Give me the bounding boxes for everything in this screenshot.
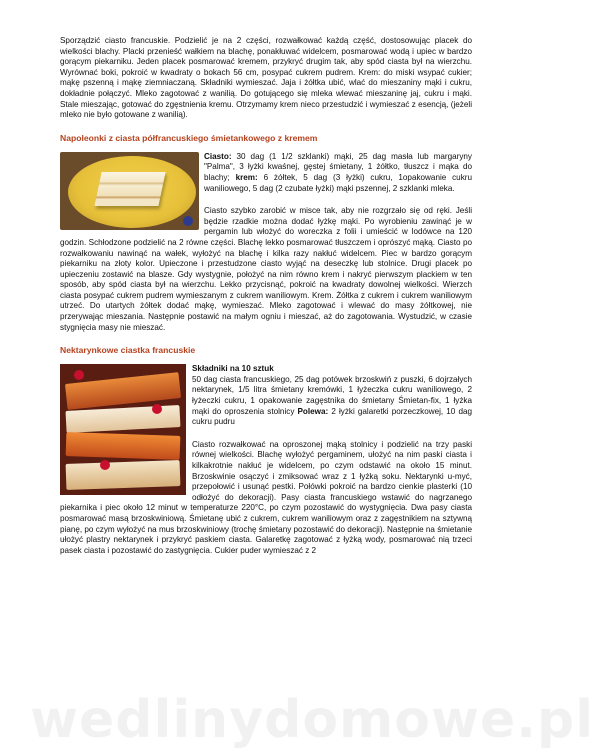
- recipe2-ingredients-text: 50 dag ciasta francuskiego, 25 dag potówek brzoskwiń z puszki, 6 dojrzałych nektarynek, 1/5 litra śmietany kremówki, 1 łyżeczka cukru waniliowego, 2 łyżeczki cukru, 1 opakowanie zagęstnika do śmietany Śmietan-fix, 1 łyżka mąki do oproszenia stolnicy: [192, 374, 472, 416]
- recipe2-method: Ciasto rozwałkować na oproszonej mąką stolnicy i podzielić na trzy paski równej wielkości. Blachę wyłożyć pergaminem, ułożyć na nim paski ciasta i kilkakrotnie nakłuć je widelcem, po czym odstawić na około 15 minut. Brzoskwinie osączyć i zmiksować wraz z 1 łyżką soku. Nektarynki u-myć, przepołowić i usunąć pestki. Połówki pokroić na bardzo cienkie plasterki (10 odłożyć do dekoracji). Pasy ciasta francuskiego wstawić do nagrzanego piekarnika i piec około 12 minut w temperaturze 220°C, po czym pozostawić do wystygnięcia. Dwa pasy ciasta posmarować masą brzoskwiniową. Śmietanę ubić z cukrem, cukrem waniliowym oraz z zagęstnikiem na sztywną pianę, po czym wyłożyć na mus brzoskwiniowy (trochę śmietany pozostawić do dekoracji). Następnie na śmietanie ułożyć plastry nektarynek i przykryć paskiem ciasta. Galaretkę zagotować z łyżką wody, posmarować nią trzeci pasek ciasta i pozostawić do zastygnięcia. Cukier puder wymieszać z 2: [60, 439, 472, 555]
- nectarine-pastry-photo: [60, 364, 186, 495]
- recipe1-section: [60, 152, 472, 334]
- intro-paragraph: Sporządzić ciasto francuskie. Podzielić je na 2 części, rozwałkować każdą część, dostosowując placek do wielkości blachy. Placki przenieść wałkiem na blachę, ponakłuwać widelcem, posmarować wodą i upiec w bardzo gorącym piekarniku. Jeden placek posmarować kremem, przykryć drugim tak, aby spód ciasta był na wierzchu. Wyrównać boki, pokroić w kwadraty o bokach 56 cm, posypać cukrem pudrem. Krem: do miski wsypać cukier; mąkę pszenną i mąkę ziemniaczaną. Składniki wymieszać. Jaja i żółtka ubić, wlać do mieszaniny mąki i cukru, dokładnie połączyć. Mleko zagotować z wanilią. Do gotującego się mleka wlewać mieszaninę jaj, cukru i mąki. Stale mieszając, gotować do zgęstnienia kremu. Otrzymamy krem nieco przestudzić i wymieszać z esencją, (jeżeli mleko nie było gotowane z wanilią).: [60, 36, 472, 120]
- polewa-text: 2 łyżki galaretki porzeczkowej, 10 dag cukru pudru: [192, 406, 472, 427]
- spoon-handle-icon: [183, 216, 193, 226]
- ciasto-text: 30 dag (1 1/2 szklanki) mąki, 25 dag masła lub margaryny "Palma", 3 łyżki kwaśnej, gęstej śmietany, 1 żółtko, tłuszcz i mąka do blachy;: [204, 151, 472, 182]
- krem-label: krem:: [235, 172, 258, 182]
- recipe2-section: [60, 364, 472, 556]
- krem-text: 6 żółtek, 5 dag (3 łyżki) cukru, 1opakowanie cukru waniliowego, 5 dag (2 czubate łyżki) mąki pszennej, 2 szklanki mleka.: [204, 172, 472, 193]
- ciasto-label: Ciasto:: [204, 151, 232, 161]
- napoleonki-photo: [60, 152, 199, 230]
- document-page: [60, 36, 472, 556]
- site-watermark: wedlinydomowe.pl: [30, 690, 594, 750]
- recipe2-ingredients-heading: Składniki na 10 sztuk: [192, 364, 274, 374]
- recipe2-title: Nektarynkowe ciastka francuskie: [60, 345, 196, 356]
- polewa-label: Polewa:: [297, 406, 329, 416]
- recipe1-title: Napoleonki z ciasta półfrancuskiego śmietankowego z kremem: [60, 132, 318, 143]
- recipe1-method: Ciasto szybko zarobić w misce tak, aby nie rozgrzało się od ręki. Jeśli będzie rzadkie można dodać łyżkę mąki. Po wyrobieniu zawinąć je w pergamin lub włożyć do woreczka z folii i umieścić w lodówce na 120 godzin. Schłodzone podzielić na 2 równe części. Blachę lekko posmarować tłuszczem i oprószyć mąką. Ciasto po rozwałkowaniu nawinąć na wałek, wyłożyć na blachę i kilka razy nakłuć widelcem. Piec w bardzo gorącym piekarniku na złoty kolor. Upieczone i przestudzone ciasto wyjąć na deseczkę lub stolnice. Drugi placek po upieczeniu zostawić na blasze. Gdy wystygnie, położyć na nim równo krem i nakryć pierwszym plackiem w ten sposób, aby spód ciasta był na wierzchu. Lekko przycisnąć, pokroić na kwadraty dowolnej wielkości. Wierzch ciasta posypać cukrem pudrem wymieszanym z cukrem waniliowym. Krem. Żółtka z cukrem i cukrem waniliowym utrzeć. Do utartych żółtek dodać mąkę, wymieszać. Mleko zagotować i wlewać do masy żółtkowej, nie przerywając mieszania. Następnie postawić na małym ogniu i mieszać, aż do zagotowania. Wystudzić, w czasie stygnięcia masy nie mieszać.: [60, 206, 472, 332]
